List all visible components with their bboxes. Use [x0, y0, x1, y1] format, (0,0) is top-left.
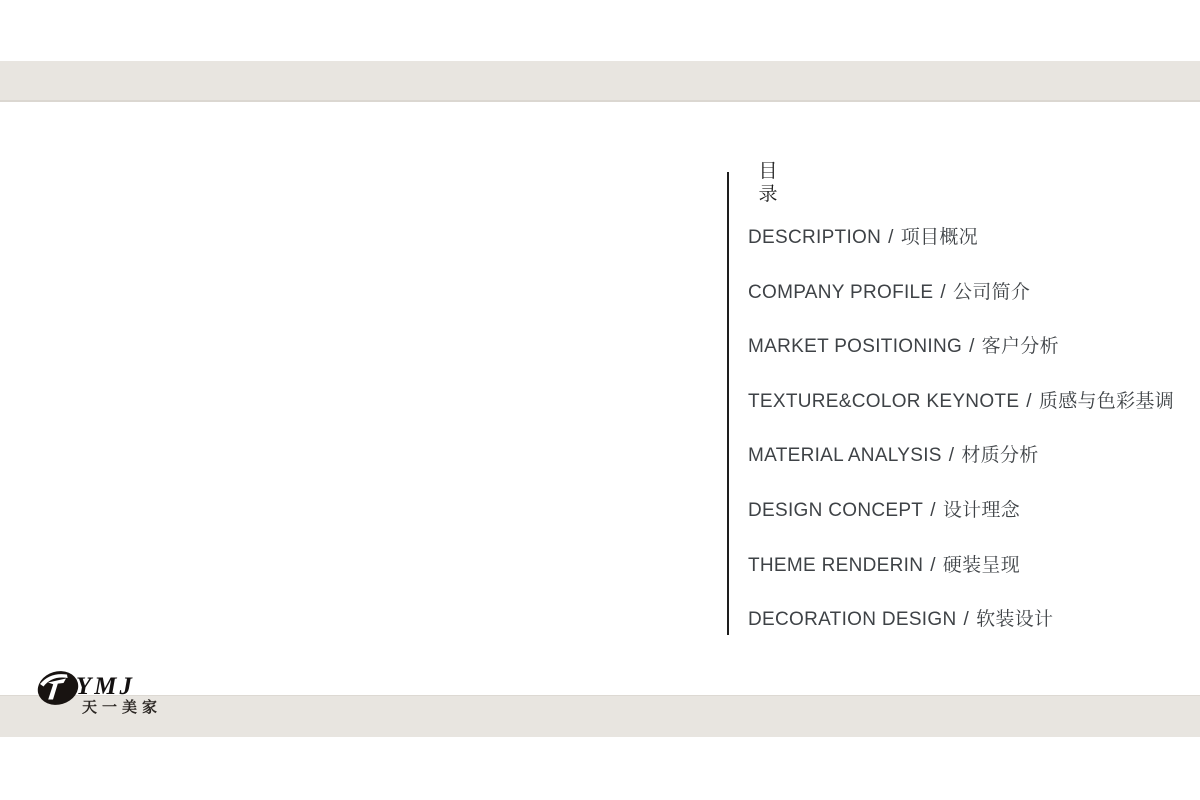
toc-item-description — [748, 228, 978, 247]
toc-item-separator: / — [1026, 391, 1032, 412]
toc-item-zh: 硬装呈现 — [942, 555, 1021, 576]
toc-item-market-positioning — [748, 337, 1059, 356]
toc-item-en: DECORATION DESIGN — [748, 609, 957, 630]
toc-item-zh: 公司简介 — [952, 282, 1031, 303]
toc-item-en: TEXTURE&COLOR KEYNOTE — [748, 391, 1020, 412]
toc-item-material-analysis — [748, 446, 1039, 465]
toc-item-zh: 软装设计 — [976, 609, 1054, 630]
toc-item-en: COMPANY PROFILE — [748, 282, 934, 303]
toc-item-separator: / — [969, 336, 975, 357]
toc-item-theme-renderin — [748, 556, 1020, 575]
toc-item-en: THEME RENDERIN — [748, 555, 924, 576]
toc-item-decoration-design — [748, 610, 1053, 629]
toc-item-en: DESCRIPTION — [748, 227, 882, 248]
toc-item-zh: 质感与色彩基调 — [1038, 391, 1174, 412]
top-band — [0, 61, 1200, 102]
toc-title-char-2: 录 — [758, 183, 778, 205]
toc-title — [756, 160, 780, 206]
toc-item-separator: / — [930, 555, 936, 576]
bottom-band — [0, 695, 1200, 737]
toc-item-separator: / — [963, 609, 970, 630]
toc-item-zh: 项目概况 — [900, 227, 978, 248]
toc-item-zh: 客户分析 — [981, 336, 1059, 357]
toc-item-design-concept — [748, 501, 1020, 520]
toc-title-char-1: 目 — [758, 160, 778, 182]
toc-item-en: MATERIAL ANALYSIS — [748, 445, 942, 466]
toc-item-en: MARKET POSITIONING — [748, 336, 963, 357]
logo-bird-mark-icon — [35, 668, 81, 708]
toc-item-separator: / — [940, 282, 946, 303]
toc-divider-line — [727, 172, 729, 635]
toc-item-company-profile — [748, 283, 1030, 302]
toc-item-separator: / — [948, 445, 955, 466]
toc-item-zh: 材质分析 — [961, 445, 1039, 466]
toc-item-separator: / — [930, 500, 936, 521]
logo-acronym: YMJ — [76, 673, 135, 700]
toc-item-en: DESIGN CONCEPT — [748, 500, 924, 521]
logo-company-name: 天一美家 — [82, 698, 163, 716]
toc-item-zh: 设计理念 — [942, 500, 1021, 521]
toc-item-texture-color-keynote — [748, 392, 1174, 411]
toc-item-separator: / — [888, 227, 894, 248]
